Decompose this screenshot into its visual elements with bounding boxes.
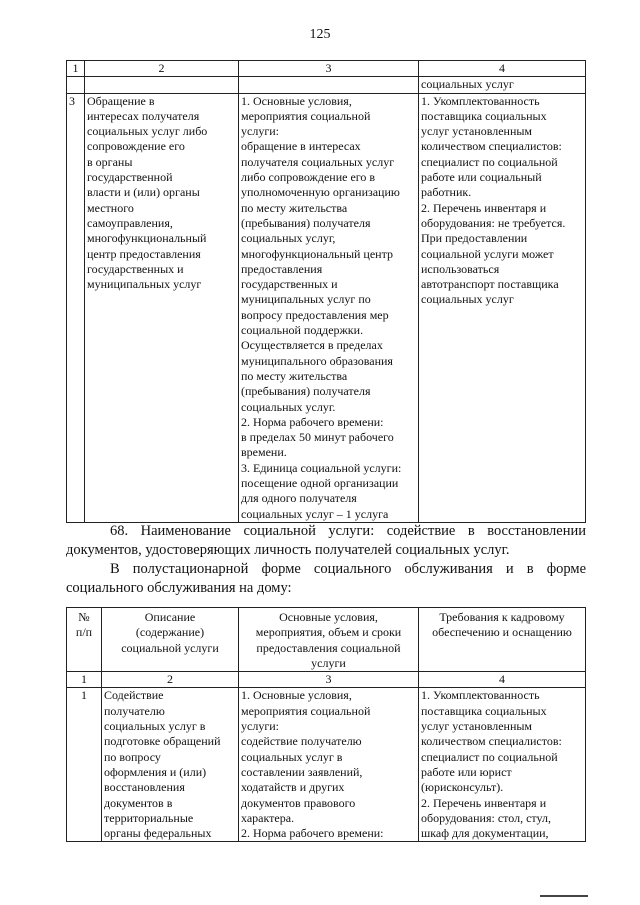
page-number: 125	[309, 27, 331, 42]
continuation-row	[67, 77, 586, 93]
col-number-1: 1	[67, 61, 85, 77]
header-row	[67, 608, 586, 672]
continuation-cell-1	[67, 77, 85, 93]
header-number: № п/п	[67, 608, 102, 672]
col-number-1: 1	[67, 672, 102, 688]
table-row	[67, 93, 586, 522]
service-conditions: 1. Основные условия, мероприятия социальной услуги: обращение в интересах получателя социальных услуг либо сопровождение его в уполномоченную организацию по месту жительства (пребывания) получателя социальных услуг, многофункциональный центр предоставления государственных и муниципальных услуг по вопросу предоставления мер социальной поддержки. Осуществляется в пределах муниципального образования по месту жительства (пребывания) получателя социальных услуг. 2. Норма рабочего времени: в пределах 50 минут рабочего времени. 3. Единица социальной услуги: посещение одной организации для одного получателя социальных услуг – 1 услуга	[239, 93, 419, 522]
paragraph-68: 68. Наименование социальной услуги: содействие в восстановлении документов, удостоверяющих личность получателей социальных услуг.	[66, 523, 586, 558]
col-number-3: 3	[239, 61, 419, 77]
col-number-2: 2	[85, 61, 239, 77]
scan-mark	[540, 895, 588, 897]
row-number: 1	[67, 688, 102, 842]
continuation-cell-3	[239, 77, 419, 93]
service-description: Обращение в интересах получателя социальных услуг либо сопровождение его в органы государственной власти и (или) органы местного самоуправления, многофункциональный центр предоставления государственных и муниципальных услуг	[85, 93, 239, 522]
service-requirements: 1. Укомплектованность поставщика социальных услуг установленным количеством специалистов: специалист по социальной работе или социальный работник. 2. Перечень инвентаря и оборудования: не требуется. При предоставлении социальной услуги может использоваться автотранспорт поставщика социальных услуг	[419, 93, 586, 522]
header-description: Описание (содержание) социальной услуги	[102, 608, 239, 672]
service-description: Содействие получателю социальных услуг в подготовке обращений по вопросу оформления и (или) восстановления документов в территориальные органы федеральных	[102, 688, 239, 842]
paragraph-service-form: В полустационарной форме социального обслуживания и в форме социального обслуживания на дому:	[66, 561, 586, 596]
column-number-row	[67, 61, 586, 77]
col-number-3: 3	[239, 672, 419, 688]
table-row	[67, 688, 586, 842]
col-number-4: 4	[419, 672, 586, 688]
header-requirements: Требования к кадровому обеспечению и оснащению	[419, 608, 586, 672]
column-number-row	[67, 672, 586, 688]
col-number-4: 4	[419, 61, 586, 77]
col-number-2: 2	[102, 672, 239, 688]
row-number: 3	[67, 93, 85, 522]
continuation-cell-4: социальных услуг	[419, 77, 586, 93]
service-conditions: 1. Основные условия, мероприятия социальной услуги: содействие получателю социальных услуг в составлении заявлений, ходатайств и других документов правового характера. 2. Норма рабочего времени:	[239, 688, 419, 842]
continuation-cell-2	[85, 77, 239, 93]
services-table-continued	[66, 60, 586, 523]
service-requirements: 1. Укомплектованность поставщика социальных услуг установленным количеством специалистов: специалист по социальной работе или юрист (юрисконсульт). 2. Перечень инвентаря и оборудования: стол, стул, шкаф для документации,	[419, 688, 586, 842]
services-table	[66, 607, 586, 842]
header-conditions: Основные условия, мероприятия, объем и сроки предоставления социальной услуги	[239, 608, 419, 672]
